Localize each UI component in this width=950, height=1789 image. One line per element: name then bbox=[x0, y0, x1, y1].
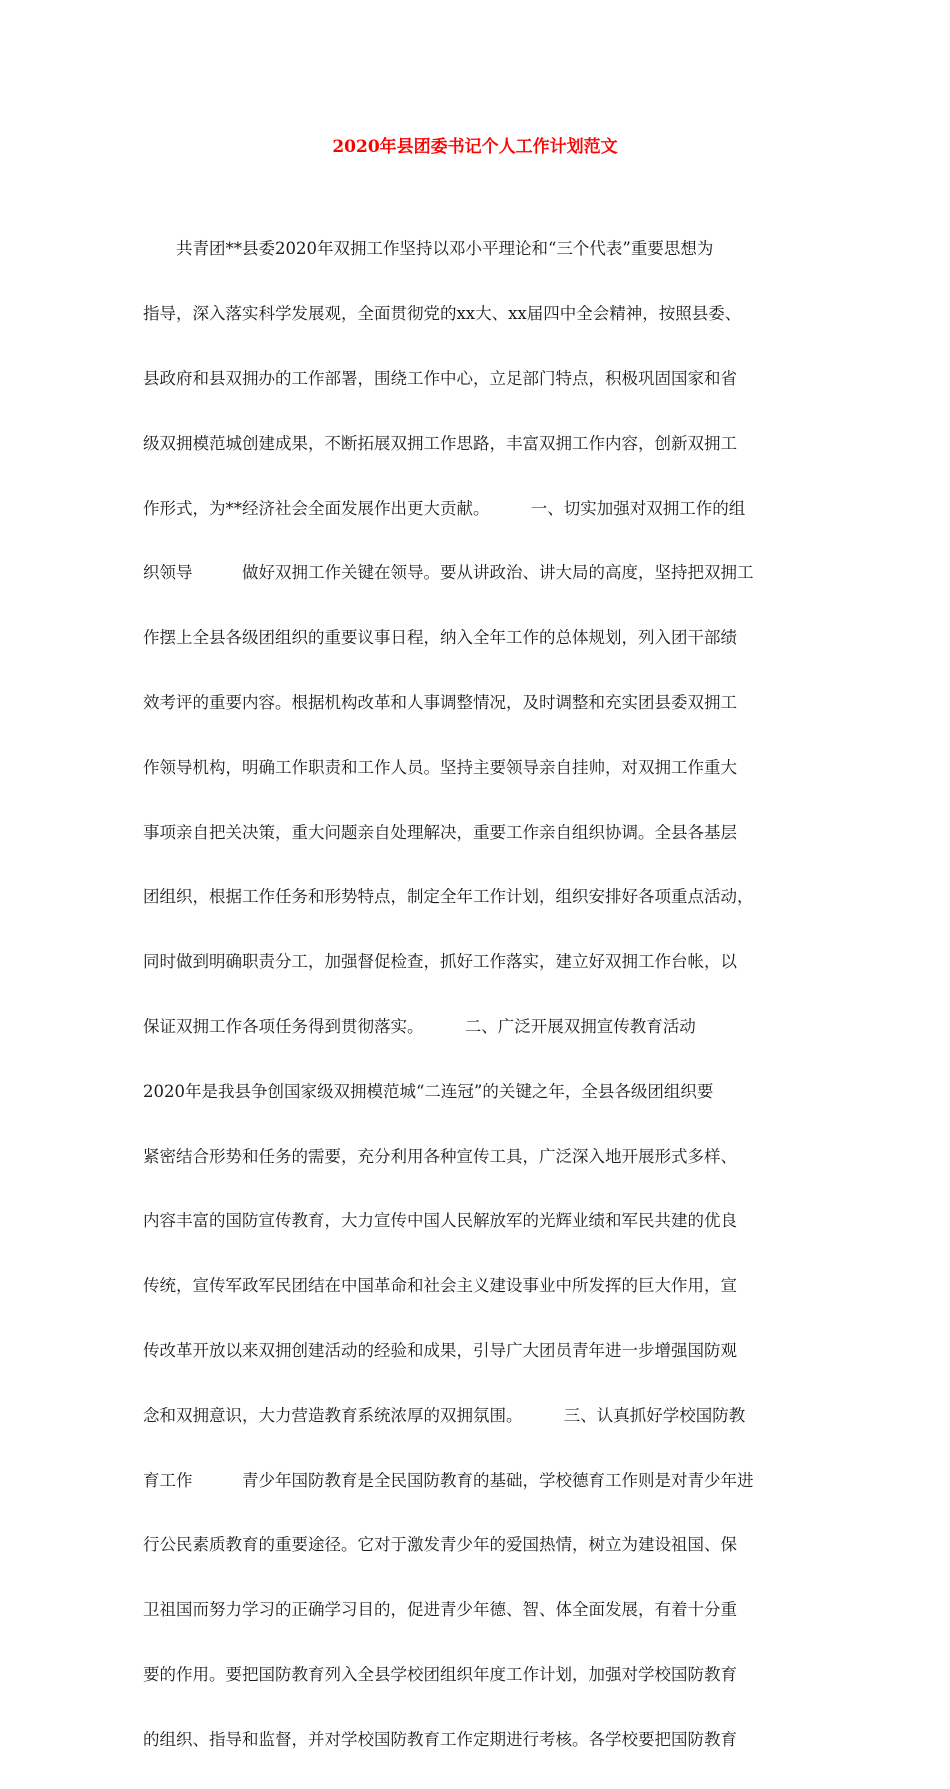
text-line: 同时做到明确职责分工，加强督促检查，抓好工作落实，建立好双拥工作台帐，以 bbox=[143, 952, 737, 972]
text-line: 育工作 青少年国防教育是全民国防教育的基础，学校德育工作则是对青少年进 bbox=[143, 1470, 754, 1490]
text-line: 保证双拥工作各项任务得到贯彻落实。 二、广泛开展双拥宣传教育活动 bbox=[143, 1016, 746, 1036]
text-line: 念和双拥意识，大力营造教育系统浓厚的双拥氛围。 三、认真抓好学校国防教 bbox=[143, 1405, 746, 1425]
text-line: 作领导机构，明确工作职责和工作人员。坚持主要领导亲自挂帅，对双拥工作重大 bbox=[143, 757, 737, 777]
text-line: 指导，深入落实科学发展观，全面贯彻党的xx大、xx届四中全会精神，按照县委、 bbox=[143, 304, 742, 324]
text-line: 紧密结合形势和任务的需要，充分利用各种宣传工具，广泛深入地开展形式多样、 bbox=[143, 1146, 737, 1166]
text-line: 要的作用。要把国防教育列入全县学校团组织年度工作计划，加强对学校国防教育 bbox=[143, 1664, 737, 1684]
text-line: 传改革开放以来双拥创建活动的经验和成果，引导广大团员青年进一步增强国防观 bbox=[143, 1340, 737, 1360]
text-line: 级双拥模范城创建成果，不断拓展双拥工作思路，丰富双拥工作内容，创新双拥工 bbox=[143, 433, 737, 453]
document-body bbox=[143, 201, 811, 1789]
text-line: 织领导 做好双拥工作关键在领导。要从讲政治、讲大局的高度，坚持把双拥工 bbox=[143, 563, 754, 583]
text-line: 的组织、指导和监督，并对学校国防教育工作定期进行考核。各学校要把国防教育 bbox=[143, 1729, 737, 1749]
text-line: 团组织，根据工作任务和形势特点，制定全年工作计划，组织安排好各项重点活动， bbox=[143, 887, 754, 907]
text-line: 内容丰富的国防宣传教育，大力宣传中国人民解放军的光辉业绩和军民共建的优良 bbox=[143, 1211, 737, 1231]
text-line: 传统，宣传军政军民团结在中国革命和社会主义建设事业中所发挥的巨大作用，宣 bbox=[143, 1276, 737, 1296]
text-line: 事项亲自把关决策，重大问题亲自处理解决，重要工作亲自组织协调。全县各基层 bbox=[143, 822, 737, 842]
page-title: 2020年县团委书记个人工作计划范文 bbox=[332, 137, 618, 157]
text-line: 共青团**县委2020年双拥工作坚持以邓小平理论和“三个代表”重要思想为 bbox=[143, 239, 714, 259]
text-line: 卫祖国而努力学习的正确学习目的，促进青少年德、智、体全面发展，有着十分重 bbox=[143, 1600, 737, 1620]
text-line: 2020年是我县争创国家级双拥模范城“二连冠”的关键之年，全县各级团组织要 bbox=[143, 1081, 714, 1101]
text-line: 作形式，为**经济社会全面发展作出更大贡献。 一、切实加强对双拥工作的组 bbox=[143, 498, 746, 518]
text-line: 作摆上全县各级团组织的重要议事日程，纳入全年工作的总体规划，列入团干部绩 bbox=[143, 628, 737, 648]
text-line: 效考评的重要内容。根据机构改革和人事调整情况，及时调整和充实团县委双拥工 bbox=[143, 692, 737, 712]
text-line: 县政府和县双拥办的工作部署，围绕工作中心，立足部门特点，积极巩固国家和省 bbox=[143, 369, 737, 388]
text-line: 行公民素质教育的重要途径。它对于激发青少年的爱国热情，树立为建设祖国、保 bbox=[143, 1535, 737, 1555]
